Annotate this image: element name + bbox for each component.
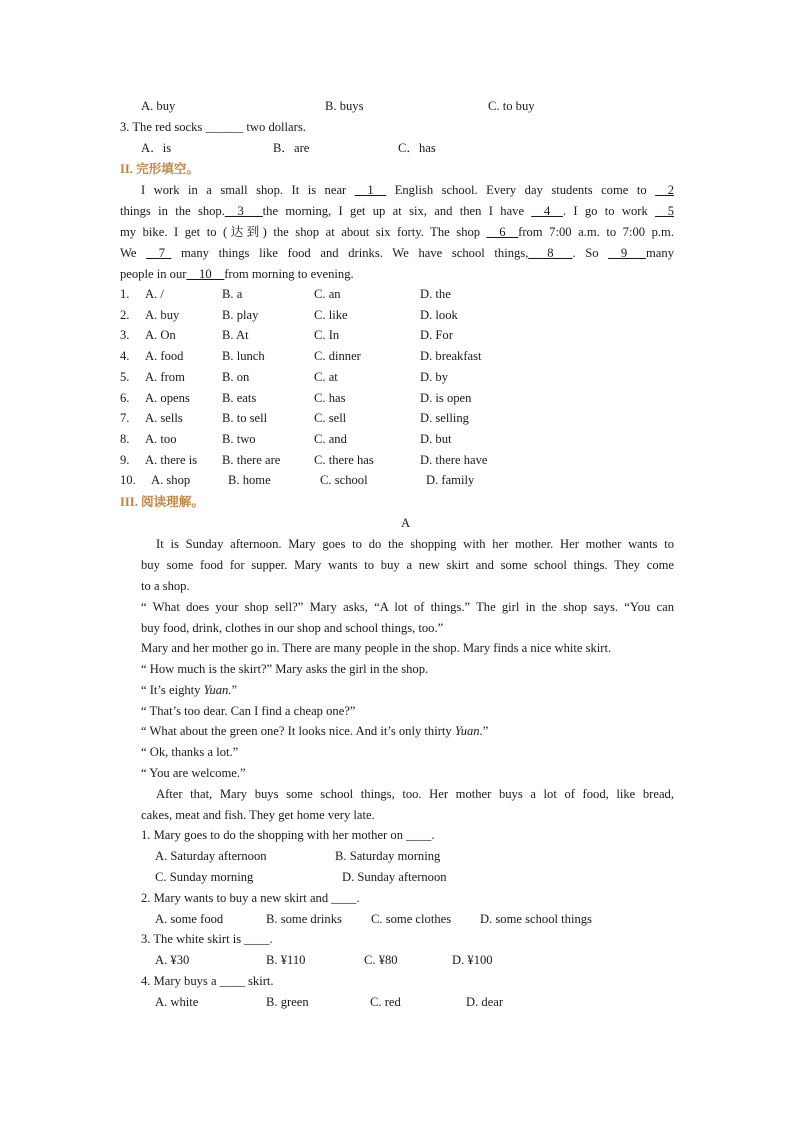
cloze-blank: __2 (655, 183, 675, 197)
option-c: C. there has (314, 452, 374, 467)
q3-option-a: A．is (141, 141, 172, 155)
cloze-text: many (646, 246, 674, 260)
question-3-blank: ______ (205, 120, 244, 134)
option-a: A. sells (145, 411, 183, 426)
question-number: 1. (120, 287, 130, 301)
reading-q1-option-b: B. Saturday morning (335, 849, 441, 863)
reading-line: to a shop. (141, 579, 190, 593)
cloze-blank: __10__ (186, 267, 225, 281)
question-number: 6. (120, 390, 130, 405)
cloze-text: I work in a small shop. It is near (141, 183, 355, 197)
option-c: C. an (314, 287, 341, 301)
reading-q2-option-c: C. some clothes (371, 912, 452, 926)
passage-label: A (401, 516, 411, 530)
reading-q3-option-c: C. ¥80 (364, 953, 398, 967)
reading-q4-option-c: C. red (370, 995, 401, 1009)
question-3-stem-post: two dollars. (246, 120, 306, 134)
q3-option-b: B．are (273, 141, 310, 155)
currency-word: Yuan. (203, 683, 232, 697)
dialogue-line: “ Ok, thanks a lot.” (141, 745, 239, 759)
option-b: B. eats (222, 390, 257, 405)
dialogue-line: “ How much is the skirt?” Mary asks the girl in the shop. (141, 662, 429, 676)
option-d: D. breakfast (420, 349, 482, 364)
reading-q1-option-c: C. Sunday morning (155, 870, 254, 884)
option-c: C. and (314, 431, 347, 446)
option-d: D. the (420, 287, 451, 301)
question-3-stem (120, 119, 306, 135)
dialogue-line (141, 682, 237, 698)
option-c: C. at (314, 369, 338, 384)
reading-q3-option-d: D. ¥100 (452, 953, 493, 967)
cloze-text: many things like food and drinks. We have school things, (171, 246, 529, 260)
option-a: A. On (145, 328, 176, 343)
reading-line: buy food, drink, clothes in our shop and school things, too.” (141, 621, 444, 635)
option-d: D. there have (420, 452, 488, 467)
option-b: B. on (222, 369, 250, 384)
question-number: 4. (120, 349, 130, 364)
cloze-question-row (0, 328, 794, 348)
option-d: D. family (426, 473, 475, 488)
option-b: B. a (222, 287, 243, 301)
option-c: C. like (314, 307, 348, 322)
reading-question-1: 1. Mary goes to do the shopping with her mother on ____. (141, 828, 435, 842)
cloze-text: from 7:00 a.m. to 7:00 p.m. (518, 225, 674, 239)
reading-q1-option-d: D. Sunday afternoon (342, 870, 447, 884)
cloze-question-row (0, 473, 794, 493)
cloze-text: things in the shop. (120, 204, 225, 218)
cloze-text: . I go to work (562, 204, 656, 218)
question-number: 7. (120, 411, 130, 426)
reading-line: “ What does your shop sell?” Mary asks, “A lot of things.” The girl in the shop says. “You can (141, 600, 674, 614)
option-d: D. by (420, 369, 448, 384)
option-b: B. home (228, 473, 271, 488)
cloze-question-row (0, 411, 794, 431)
option-d: D. look (420, 307, 458, 322)
option-d: D. but (420, 431, 452, 446)
reading-line: It is Sunday afternoon. Mary goes to do the shopping with her mother. Her mother wants to (156, 537, 674, 551)
dialogue-line: “ That’s too dear. Can I find a cheap one?” (141, 704, 356, 718)
option-d: D. selling (420, 411, 469, 426)
reading-line: After that, Mary buys some school things, too. Her mother buys a lot of food, like bread, (156, 787, 674, 801)
option-b: B. to sell (222, 411, 268, 426)
dialogue-line: “ You are welcome.” (141, 766, 246, 780)
reading-line: cakes, meat and fish. They get home very late. (141, 808, 375, 822)
question-number: 3. (120, 328, 130, 343)
dialogue-text: ” (231, 683, 238, 697)
cloze-blank: __9___ (608, 246, 647, 260)
option-a: A. too (145, 431, 177, 446)
reading-q2-option-d: D. some school things (480, 912, 592, 926)
reading-q3-option-b: B. ¥110 (266, 953, 306, 967)
cloze-text: English school. Every day students come to (394, 183, 656, 197)
cloze-text: people in our (120, 267, 187, 281)
reading-question-4: 4. Mary buys a ____ skirt. (141, 974, 274, 988)
cloze-text: the morning, I get up at six, and then I have (262, 204, 532, 218)
reading-q2-option-a: A. some food (155, 912, 224, 926)
question-number: 10. (120, 473, 136, 488)
cloze-blank: __5 (655, 204, 674, 218)
currency-word: Yuan. (454, 724, 483, 738)
cloze-question-row (0, 391, 794, 411)
reading-line: Mary and her mother go in. There are many people in the shop. Mary finds a nice white skirt. (141, 641, 612, 655)
option-c: C. In (314, 328, 340, 343)
dialogue-text: “ It’s eighty (141, 683, 204, 697)
reading-question-2: 2. Mary wants to buy a new skirt and ____. (141, 891, 360, 905)
option-b: B. two (222, 431, 256, 446)
dialogue-text: “ What about the green one? It looks nice. And it’s only thirty (141, 724, 455, 738)
dialogue-line (141, 723, 488, 739)
reading-q1-option-a: A. Saturday afternoon (155, 849, 267, 863)
section-3-title: III. 阅读理解。 (120, 495, 204, 509)
q3-option-c: C．has (398, 141, 436, 155)
reading-q3-option-a: A. ¥30 (155, 953, 190, 967)
cloze-text: my bike. I get to (达到) the shop at about six forty. The shop (120, 225, 487, 239)
cloze-question-row (0, 349, 794, 369)
cloze-text: from morning to evening. (224, 267, 354, 281)
option-c: C. to buy (488, 99, 535, 113)
option-b: B. lunch (222, 349, 265, 364)
option-c: C. school (320, 473, 368, 488)
option-b: B. play (222, 307, 259, 322)
question-number: 5. (120, 369, 130, 384)
question-3-stem-pre: 3. The red socks (120, 120, 203, 134)
option-b: B. there are (222, 452, 281, 467)
option-a: A. buy (145, 307, 180, 322)
cloze-line-3 (120, 224, 674, 240)
cloze-blank: __3___ (224, 204, 263, 218)
cloze-line-2 (120, 203, 674, 219)
cloze-blank: __1__ (354, 183, 387, 197)
option-c: C. has (314, 390, 346, 405)
question-number: 9. (120, 452, 130, 467)
cloze-line-4 (120, 245, 674, 261)
dialogue-text: ” (482, 724, 489, 738)
cloze-question-row (0, 370, 794, 390)
question-number: 2. (120, 307, 130, 322)
cloze-blank: __6__ (486, 225, 519, 239)
reading-line: buy some food for supper. Mary wants to buy a new skirt and some school things. They come (141, 558, 674, 572)
cloze-line-1 (141, 182, 674, 198)
option-a: A. there is (145, 452, 198, 467)
cloze-text: We (120, 246, 147, 260)
reading-q2-option-b: B. some drinks (266, 912, 342, 926)
option-c: C. sell (314, 411, 347, 426)
option-c: C. dinner (314, 349, 361, 364)
option-d: D. For (420, 328, 453, 343)
cloze-question-row (0, 432, 794, 452)
reading-question-3: 3. The white skirt is ____. (141, 932, 273, 946)
question-number: 8. (120, 431, 130, 446)
reading-q4-option-d: D. dear (466, 995, 504, 1009)
option-a: A. opens (145, 390, 190, 405)
cloze-blank: __4__ (531, 204, 563, 218)
cloze-question-row (0, 453, 794, 473)
cloze-blank: __7_ (146, 246, 172, 260)
option-d: D. is open (420, 390, 472, 405)
option-a: A. / (145, 287, 164, 301)
cloze-text: . So (572, 246, 609, 260)
option-a: A. from (145, 369, 185, 384)
cloze-blank: ___8___ (528, 246, 573, 260)
cloze-question-row (0, 287, 794, 307)
option-b: B. At (222, 328, 249, 343)
reading-q4-option-b: B. green (266, 995, 309, 1009)
cloze-question-row (0, 308, 794, 328)
option-a: A. food (145, 349, 184, 364)
reading-q4-option-a: A. white (155, 995, 199, 1009)
cloze-line-5 (120, 266, 354, 282)
option-a: A. buy (141, 99, 176, 113)
option-b: B. buys (325, 99, 364, 113)
option-a: A. shop (151, 473, 191, 488)
section-2-title: II. 完形填空。 (120, 162, 200, 176)
